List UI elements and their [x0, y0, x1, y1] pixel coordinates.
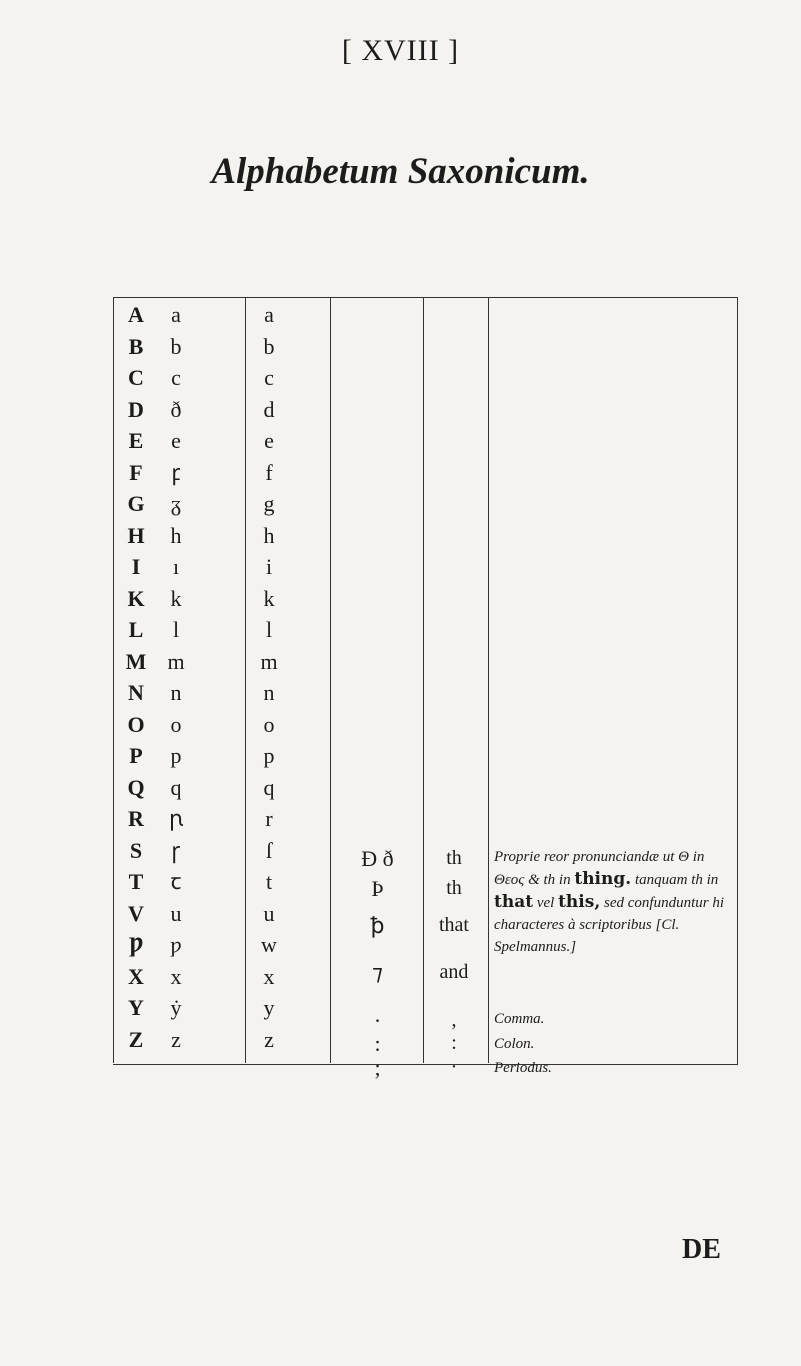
letter-saxon: z	[171, 1027, 181, 1052]
letter-upper: D	[128, 397, 144, 422]
letter-saxon: ð	[170, 397, 182, 422]
special-latin: and	[439, 961, 469, 983]
special-latin: th	[446, 877, 462, 899]
letter-upper: K	[127, 586, 145, 611]
letter-saxon: l	[172, 617, 180, 642]
letter-upper: B	[128, 334, 144, 359]
letter-latin: q	[263, 775, 275, 800]
letter-upper: Q	[127, 775, 145, 800]
letter-latin: h	[263, 523, 275, 548]
letter-latin: b	[263, 334, 275, 359]
letter-upper: N	[128, 680, 144, 705]
pronunciation-note	[494, 846, 732, 958]
letter-saxon: ᵹ	[170, 491, 182, 516]
table-rule	[423, 297, 424, 1063]
letter-saxon: x	[170, 964, 182, 989]
letter-saxon: p	[170, 743, 182, 768]
letter-upper: C	[128, 365, 144, 390]
letter-upper: I	[131, 554, 141, 579]
punct-name: Periodus.	[494, 1060, 552, 1076]
note-text: tanquam th in	[634, 872, 719, 888]
letter-saxon: o	[170, 712, 182, 737]
punct-name: Comma.	[494, 1011, 545, 1027]
letter-upper: A	[128, 302, 144, 327]
letter-latin: z	[264, 1027, 274, 1052]
letter-latin: w	[261, 932, 277, 957]
letter-latin: p	[263, 743, 275, 768]
note-text: vel	[536, 895, 555, 911]
note-blackletter: thing.	[574, 869, 632, 889]
letter-saxon: h	[170, 523, 182, 548]
letter-saxon: k	[170, 586, 182, 611]
letter-upper: R	[128, 806, 144, 831]
letter-upper: O	[127, 712, 145, 737]
letter-latin: u	[263, 901, 275, 926]
letter-saxon: ꞅ	[171, 838, 181, 863]
letter-latin: l	[265, 617, 273, 642]
letter-latin: y	[263, 995, 275, 1020]
punct-latin: ·	[450, 1056, 458, 1078]
letter-latin: m	[260, 649, 278, 674]
letter-latin: d	[263, 397, 275, 422]
letter-latin: e	[264, 428, 274, 453]
letter-upper: X	[128, 964, 144, 989]
letter-latin: r	[265, 806, 273, 831]
special-saxon: Þ	[371, 876, 384, 901]
letter-upper: M	[125, 649, 147, 674]
letter-latin: x	[263, 964, 275, 989]
letter-saxon: q	[170, 775, 182, 800]
note-text: Proprie reor pronunciandæ ut	[494, 849, 675, 865]
special-saxon: ⁊	[372, 960, 383, 985]
letter-saxon: a	[171, 302, 181, 327]
letter-latin: g	[263, 491, 275, 516]
table-rule	[488, 297, 489, 1063]
letter-saxon: c	[171, 365, 181, 390]
letter-saxon: ı	[172, 554, 180, 579]
note-text: sed confunduntur hi characteres à scriptoribus [Cl. Spelmannus.]	[494, 895, 724, 955]
page-title: Alphabetum Saxonicum.	[211, 151, 590, 192]
letter-latin: i	[265, 554, 273, 579]
letter-upper: Ƿ	[128, 932, 144, 957]
special-latin: th	[446, 847, 462, 869]
letter-upper: Z	[128, 1027, 144, 1052]
note-blackletter: this,	[558, 892, 601, 912]
table-rule	[245, 297, 246, 1063]
letter-latin: ſ	[265, 838, 273, 863]
letter-upper: T	[128, 869, 144, 894]
letter-saxon: ꞃ	[169, 806, 183, 831]
special-saxon: ꝥ	[370, 913, 385, 938]
letter-upper: E	[128, 428, 144, 453]
letter-upper: S	[129, 838, 143, 863]
punct-saxon: :	[374, 1031, 381, 1056]
letter-saxon: ƿ	[170, 932, 182, 957]
letter-latin: f	[265, 460, 273, 485]
letter-upper: G	[127, 491, 145, 516]
letter-upper: F	[129, 460, 143, 485]
letter-upper: Y	[128, 995, 144, 1020]
letter-latin: c	[264, 365, 274, 390]
letter-latin: t	[265, 869, 273, 894]
letter-saxon: m	[167, 649, 185, 674]
letter-saxon: u	[170, 901, 182, 926]
letter-saxon: b	[170, 334, 182, 359]
letter-upper: V	[128, 901, 144, 926]
letter-upper: H	[127, 523, 145, 548]
punct-name: Colon.	[494, 1036, 535, 1052]
special-saxon: Ð ð	[361, 846, 394, 871]
letter-saxon: ẏ	[170, 995, 182, 1020]
note-text: Θ in Θεος & th in	[494, 849, 705, 888]
punct-saxon: ·	[373, 1008, 382, 1033]
letter-latin: n	[263, 680, 275, 705]
letter-saxon: e	[171, 428, 181, 453]
letter-saxon: ꝼ	[171, 460, 181, 485]
punct-latin: :	[451, 1032, 457, 1054]
page-number: [ XVIII ]	[341, 34, 460, 67]
letter-latin: a	[264, 302, 274, 327]
table-rule	[330, 297, 331, 1063]
note-blackletter: that	[494, 892, 534, 912]
punct-saxon: ;	[374, 1055, 381, 1080]
table-rule	[113, 297, 114, 1063]
special-latin: that	[439, 914, 469, 936]
letter-latin: o	[263, 712, 275, 737]
letter-saxon: n	[170, 680, 182, 705]
letter-latin: k	[263, 586, 275, 611]
catchword: DE	[682, 1234, 721, 1265]
letter-saxon: ꞇ	[170, 869, 182, 894]
letter-upper: P	[129, 743, 143, 768]
letter-upper: L	[128, 617, 144, 642]
punct-latin: ,	[451, 1009, 457, 1031]
